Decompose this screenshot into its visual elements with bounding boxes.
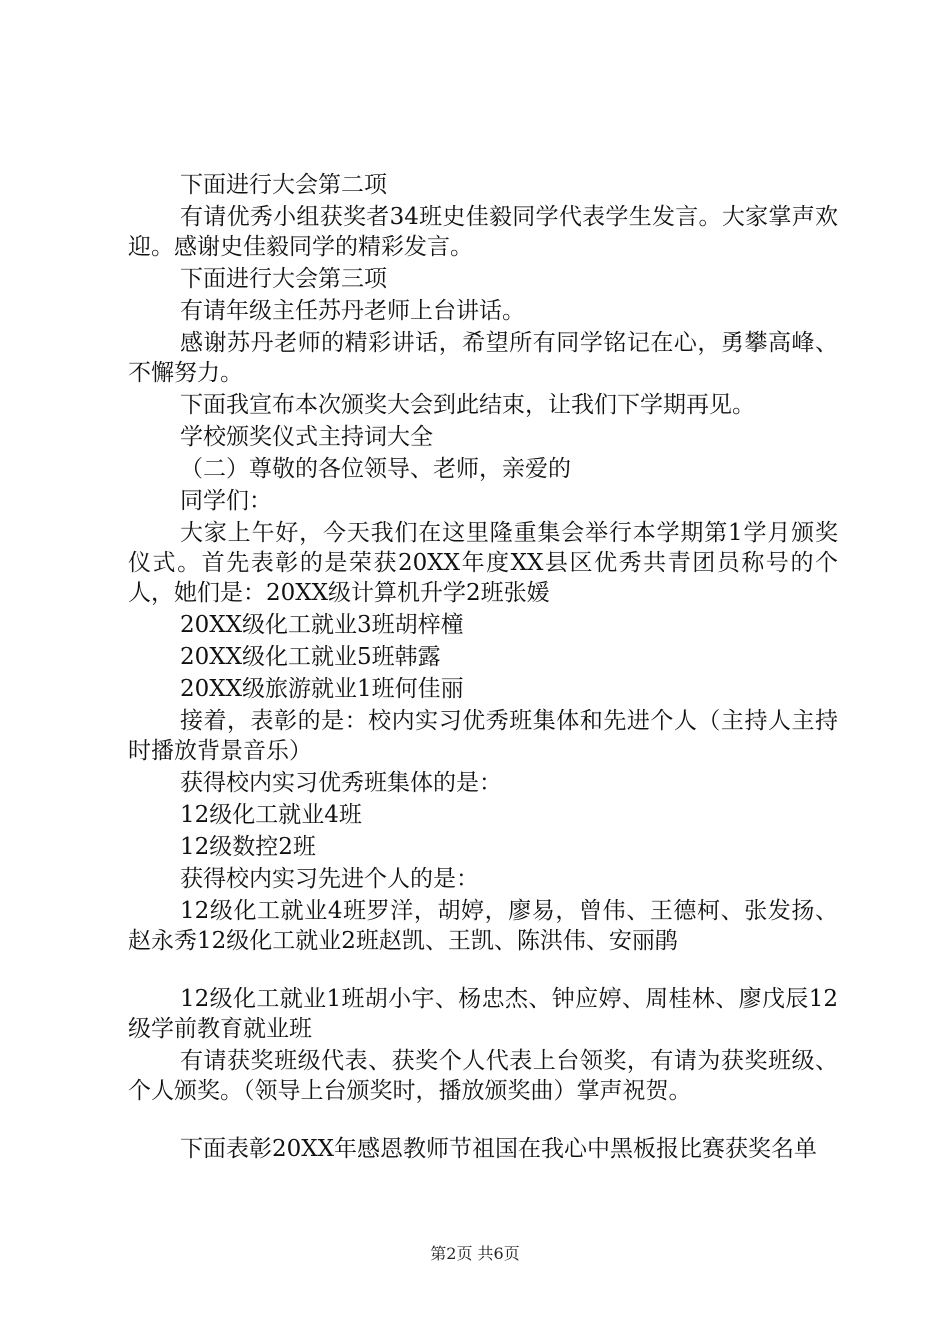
paragraph: 下面表彰20XX年感恩教师节祖国在我心中黑板报比赛获奖名单 [180,1136,818,1162]
paragraph: 获得校内实习优秀班集体的是： [180,770,502,796]
paragraph: 有请年级主任苏丹老师上台讲话。 [180,298,525,324]
paragraph: 同学们： [180,488,272,514]
paragraph: 20XX级化工就业5班韩露 [180,644,441,670]
paragraph: 12级化工就业1班胡小宇、杨忠杰、钟应婷、周桂林、廖戊辰12级学前教育就业班 [128,986,838,1042]
paragraph: 有请优秀小组获奖者34班史佳毅同学代表学生发言。大家掌声欢迎。感谢史佳毅同学的精彩发言。 [128,204,838,260]
document-body [128,170,838,1164]
paragraph: 12级化工就业4班 [180,802,362,828]
paragraph: 下面进行大会第二项 [180,172,387,198]
paragraph: 学校颁奖仪式主持词大全 [180,424,433,450]
paragraph: 下面进行大会第三项 [180,266,387,292]
paragraph: 20XX级旅游就业1班何佳丽 [180,676,464,702]
paragraph: 12级数控2班 [180,834,316,860]
paragraph: 获得校内实习先进个人的是： [180,866,479,892]
page-number: 第2页 共6页 [430,1244,520,1263]
paragraph: 接着，表彰的是：校内实习优秀班集体和先进个人（主持人主持时播放背景音乐） [128,708,838,764]
paragraph: 有请获奖班级代表、获奖个人代表上台领奖，有请为获奖班级、个人颁奖。（领导上台颁奖时，播放颁奖曲）掌声祝贺。 [128,1048,838,1104]
paragraph: 大家上午好，今天我们在这里隆重集会举行本学期第1学月颁奖仪式。首先表彰的是荣获20XX年度XX县区优秀共青团员称号的个人，她们是：20XX级计算机升学2班张媛 [128,520,838,606]
paragraph: （二）尊敬的各位领导、老师，亲爱的 [180,456,571,482]
paragraph: 下面我宣布本次颁奖大会到此结束，让我们下学期再见。 [180,392,755,418]
paragraph: 12级化工就业4班罗洋，胡婷，廖易，曾伟、王德柯、张发扬、赵永秀12级化工就业2班赵凯、王凯、陈洪伟、安丽鹃 [128,898,838,954]
paragraph: 20XX级化工就业3班胡梓橦 [180,612,464,638]
paragraph: 感谢苏丹老师的精彩讲话，希望所有同学铭记在心，勇攀高峰、不懈努力。 [128,330,838,386]
